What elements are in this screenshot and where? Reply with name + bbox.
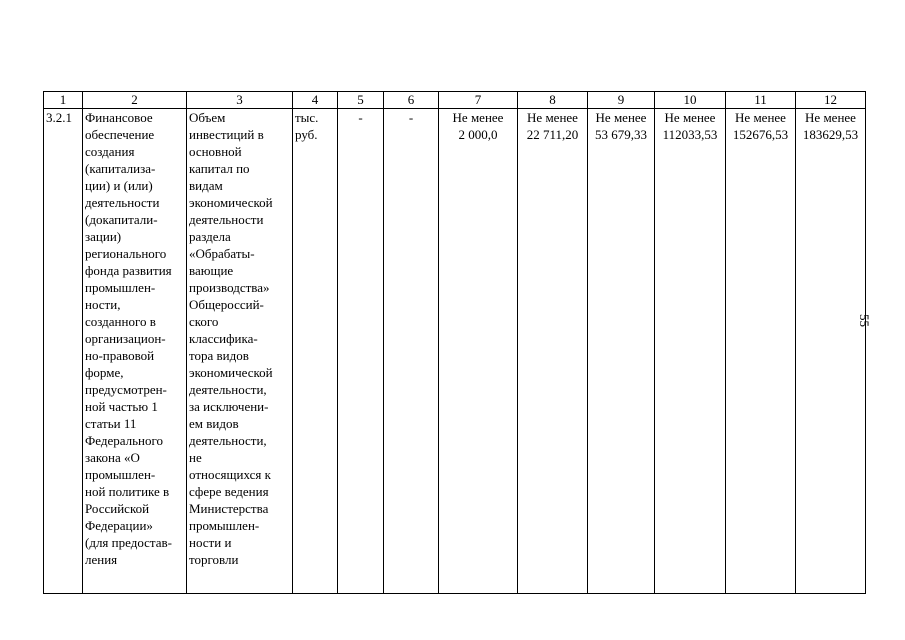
table-row xyxy=(44,109,866,594)
indicator-name-cell: Объем инвестиций в основной капитал по видам экономической деятельности раздела «Обрабаты- вающие производства» Общероссий- ского классифика- тора видов экономической деятельности, за исключени- ем видов деятельности, не относящихся к сфере ведения Министерства промышлен- ности и торговли xyxy=(187,109,293,594)
col8-value-cell: Не менее 22 711,20 xyxy=(518,109,588,594)
col11-value-cell: Не менее 152676,53 xyxy=(726,109,796,594)
col10-value-cell: Не менее 112033,53 xyxy=(655,109,726,594)
col12-value-cell: Не менее 183629,53 xyxy=(796,109,866,594)
header-cell-9: 9 xyxy=(588,92,655,109)
unit-cell: тыс. руб. xyxy=(293,109,338,594)
page-number: 55 xyxy=(857,314,872,327)
header-cell-4: 4 xyxy=(293,92,338,109)
header-cell-12: 12 xyxy=(796,92,866,109)
header-cell-2: 2 xyxy=(83,92,187,109)
column-number-row xyxy=(44,92,866,109)
col7-value-cell: Не менее 2 000,0 xyxy=(439,109,518,594)
row-number-cell: 3.2.1 xyxy=(44,109,83,594)
header-cell-10: 10 xyxy=(655,92,726,109)
col5-cell: - xyxy=(338,109,384,594)
indicators-table xyxy=(43,91,866,594)
header-cell-5: 5 xyxy=(338,92,384,109)
header-cell-1: 1 xyxy=(44,92,83,109)
header-cell-8: 8 xyxy=(518,92,588,109)
header-cell-3: 3 xyxy=(187,92,293,109)
header-cell-11: 11 xyxy=(726,92,796,109)
header-cell-7: 7 xyxy=(439,92,518,109)
col9-value-cell: Не менее 53 679,33 xyxy=(588,109,655,594)
header-cell-6: 6 xyxy=(384,92,439,109)
col6-cell: - xyxy=(384,109,439,594)
measure-description-cell: Финансовое обеспечение создания (капитализа- ции) и (или) деятельности (докапитали- зации) регионального фонда развития промышлен- ности, созданного в организацион- но-правовой форме, предусмотрен- ной частью 1 статьи 11 Федерального закона «О промышлен- ной политике в Российской Федерации» (для предостав- ления xyxy=(83,109,187,594)
